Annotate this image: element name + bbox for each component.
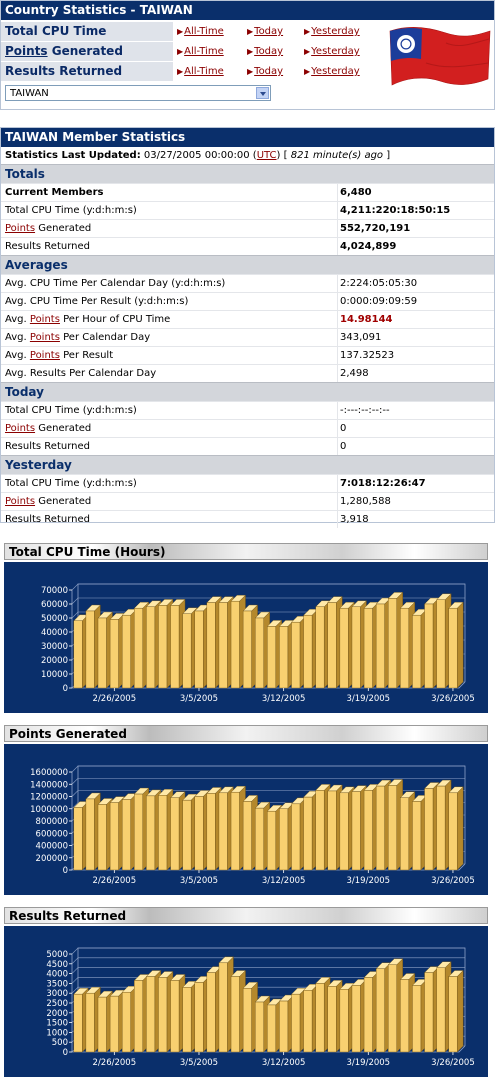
chart-y-tick-label: 2500	[46, 999, 68, 1009]
points-link[interactable]: Points	[5, 44, 48, 58]
row-label: Points Generated	[1, 42, 173, 61]
chart-x-tick-label: 3/26/2005	[431, 876, 475, 886]
chart-gridline	[72, 778, 465, 784]
chart-bar	[207, 793, 215, 870]
stat-label-text: Total CPU Time (y:d:h:m:s)	[5, 205, 137, 216]
link-all-time[interactable]: ▶All-Time	[177, 46, 224, 57]
chart-bar	[279, 626, 287, 688]
chart-svg	[4, 744, 488, 895]
country-row-total-cpu-time	[1, 22, 384, 41]
chart-bar	[158, 795, 166, 870]
chart-plot-area	[4, 562, 488, 713]
points-link[interactable]: Points	[29, 350, 60, 361]
stat-label-text: Avg. Results Per Calendar Day	[5, 368, 157, 379]
chart-bar	[400, 798, 408, 870]
stat-row	[1, 364, 494, 382]
chart-bar-side	[457, 787, 463, 870]
chart-bar	[183, 987, 191, 1052]
stat-value: 137.32523	[337, 347, 490, 364]
chart-y-tick-label: 1600000	[30, 768, 68, 778]
chart-bar	[449, 608, 457, 688]
link-all-time[interactable]: ▶All-Time	[177, 26, 224, 37]
stat-value: 2:224:05:05:30	[337, 275, 490, 292]
points-link[interactable]: Points	[5, 423, 36, 434]
chart-bar	[316, 983, 324, 1052]
stat-label	[5, 202, 137, 219]
row-label: Total CPU Time	[1, 22, 173, 41]
chart-bar	[243, 988, 251, 1052]
chart-gridline	[72, 948, 465, 954]
stat-label-text: Results Returned	[5, 441, 90, 452]
chart-bar	[158, 978, 166, 1052]
chart-gridline	[72, 584, 465, 590]
chart-y-tick-label: 1200000	[30, 792, 68, 803]
chart-bar	[122, 992, 130, 1052]
stat-label-text: Avg.	[5, 350, 30, 361]
stat-value: 2,498	[337, 365, 490, 382]
chart-x-tick-label: 3/26/2005	[431, 694, 475, 704]
country-select[interactable]	[5, 85, 271, 101]
chart-y-tick-label: 600000	[35, 829, 68, 840]
stat-label-text: Per Result	[59, 350, 114, 361]
chevron-down-icon[interactable]	[256, 87, 269, 99]
chart-total-cpu-time	[4, 543, 490, 713]
chart-y-tick-label: 60000	[40, 600, 68, 610]
chart-bar	[412, 801, 420, 870]
stat-label	[5, 329, 150, 346]
chart-bar	[86, 993, 94, 1052]
chart-bar	[86, 611, 94, 688]
link-today[interactable]: ▶Today	[247, 66, 284, 77]
stat-label-text: Avg.	[5, 332, 30, 343]
chart-y-tick-label: 400000	[35, 841, 68, 852]
arrow-right-icon: ▶	[304, 67, 311, 76]
section-header-yesterday: Yesterday	[1, 455, 494, 474]
chart-bar	[437, 968, 445, 1052]
chart-svg	[4, 926, 488, 1077]
stat-row	[1, 346, 494, 364]
chart-y-tick-label: 20000	[40, 656, 68, 666]
chart-bar	[340, 793, 348, 870]
stat-value: 3,918	[337, 511, 490, 528]
chart-bar	[376, 969, 384, 1052]
section-header-today: Today	[1, 382, 494, 401]
chart-bar	[158, 605, 166, 688]
chart-bar	[110, 619, 118, 688]
chart-bar	[110, 996, 118, 1052]
chart-x-tick-label: 3/26/2005	[431, 1058, 475, 1068]
chart-bar	[328, 791, 336, 870]
chart-bar	[267, 1005, 275, 1052]
chart-y-tick-label: 500	[51, 1038, 68, 1049]
chart-gridline	[72, 766, 465, 772]
chart-bar	[171, 605, 179, 688]
chart-bar	[98, 804, 106, 870]
points-link[interactable]: Points	[29, 314, 60, 325]
link-all-time[interactable]: ▶All-Time	[177, 66, 224, 77]
chart-bar	[122, 800, 130, 870]
stat-label	[5, 493, 91, 510]
chart-y-tick-label: 10000	[40, 670, 68, 680]
chart-bar	[292, 622, 300, 688]
chart-bar	[146, 977, 154, 1052]
link-yesterday[interactable]: ▶Yesterday	[304, 66, 360, 77]
stat-value: 4,211:220:18:50:15	[337, 202, 490, 219]
stat-row	[1, 292, 494, 310]
chart-bar	[279, 1001, 287, 1052]
stat-value: 14.98144	[337, 311, 490, 328]
chart-bar	[183, 614, 191, 688]
stat-label-text: Avg. CPU Time Per Calendar Day (y:d:h:m:s)	[5, 278, 226, 289]
link-today[interactable]: ▶Today	[247, 26, 284, 37]
chart-bar	[292, 994, 300, 1052]
member-statistics-panel	[0, 127, 495, 523]
arrow-right-icon: ▶	[177, 27, 184, 36]
chart-bar	[364, 790, 372, 870]
stat-label-text: Avg.	[5, 314, 30, 325]
stat-row	[1, 219, 494, 237]
chart-y-tick-label: 800000	[35, 817, 68, 827]
chart-svg	[4, 562, 488, 713]
chart-bar	[304, 797, 312, 870]
arrow-right-icon: ▶	[304, 47, 311, 56]
chart-bar	[316, 790, 324, 870]
stat-label	[5, 184, 103, 201]
arrow-right-icon: ▶	[177, 67, 184, 76]
chart-bar	[74, 621, 82, 688]
chart-bar	[316, 607, 324, 688]
stat-row	[1, 492, 494, 510]
section-header-averages: Averages	[1, 255, 494, 274]
stat-row	[1, 401, 494, 419]
minutes-ago: 821 minute(s) ago	[290, 150, 384, 161]
stat-row	[1, 328, 494, 346]
stat-row	[1, 510, 494, 528]
chart-bar	[400, 608, 408, 688]
stat-label-text: Generated	[35, 223, 92, 234]
stat-label	[5, 420, 91, 437]
stat-label-text: Current Members	[5, 187, 104, 198]
chart-bar	[388, 598, 396, 688]
stat-label	[5, 347, 113, 364]
chart-y-tick-label: 30000	[40, 642, 68, 652]
stat-label	[5, 365, 156, 382]
country-statistics-panel	[0, 0, 495, 110]
chart-bar	[255, 618, 263, 688]
points-link[interactable]: Points	[29, 332, 60, 343]
chart-y-tick-label: 50000	[40, 614, 68, 624]
chart-x-tick-label: 3/12/2005	[261, 876, 306, 886]
stat-label	[5, 238, 90, 255]
chart-bar	[425, 789, 433, 870]
chart-x-tick-label: 3/12/2005	[261, 694, 306, 704]
country-row-points-generated	[1, 42, 384, 61]
chart-y-tick-label: 5000	[46, 950, 68, 960]
stat-value: 7:018:12:26:47	[337, 475, 490, 492]
chart-bar	[219, 963, 227, 1052]
chart-plot-area	[4, 926, 488, 1077]
chart-bar	[437, 600, 445, 688]
chart-bar	[376, 604, 384, 688]
chart-bar	[74, 808, 82, 870]
chart-x-tick-label: 2/26/2005	[92, 1058, 137, 1068]
stat-label-text: Generated	[35, 496, 92, 507]
chart-bar	[74, 994, 82, 1052]
chart-bar	[412, 985, 420, 1052]
stat-row	[1, 419, 494, 437]
chart-bar	[255, 808, 263, 870]
chart-bar	[207, 603, 215, 688]
chart-x-tick-label: 3/5/2005	[179, 694, 219, 704]
chart-bar	[340, 608, 348, 688]
chart-bar	[231, 601, 239, 688]
stat-row	[1, 183, 494, 201]
stat-row	[1, 437, 494, 455]
chart-x-tick-label: 3/19/2005	[346, 694, 391, 704]
chart-bar	[86, 799, 94, 870]
chart-bar	[207, 973, 215, 1052]
stat-value: 1,280,588	[337, 493, 490, 510]
points-link[interactable]: Points	[5, 496, 36, 507]
member-statistics-title: TAIWAN Member Statistics	[1, 128, 494, 147]
stat-value: 343,091	[337, 329, 490, 346]
link-today[interactable]: ▶Today	[247, 46, 284, 57]
chart-bar	[134, 980, 142, 1052]
chart-x-tick-label: 3/19/2005	[346, 1058, 391, 1068]
chart-bar	[195, 797, 203, 871]
chart-y-tick-label: 70000	[40, 586, 68, 596]
stat-value: -:---:--:--:--	[337, 402, 490, 419]
chart-bar	[352, 985, 360, 1052]
chart-x-tick-label: 2/26/2005	[92, 694, 137, 704]
chart-bar-side	[457, 602, 463, 688]
chart-bar	[449, 793, 457, 870]
chart-bar	[267, 626, 275, 688]
chart-bar	[352, 792, 360, 870]
chart-y-tick-label: 1500	[46, 1018, 68, 1029]
chart-y-tick-label: 1000	[46, 1028, 68, 1039]
chart-y-tick-label: 3000	[46, 989, 68, 1000]
chart-x-tick-label: 3/5/2005	[179, 1058, 219, 1068]
chart-results-returned	[4, 907, 490, 1077]
last-updated-line: Statistics Last Updated: 03/27/2005 00:00:00 (UTC) [ 821 minute(s) ago ]	[5, 150, 391, 161]
chart-bar	[110, 803, 118, 870]
chart-y-tick-label: 0	[62, 1048, 68, 1058]
chart-title: Total CPU Time (Hours)	[4, 543, 488, 560]
stat-row	[1, 237, 494, 255]
chart-bar	[98, 997, 106, 1052]
chart-plot-area	[4, 744, 488, 895]
chart-bar	[195, 611, 203, 688]
chart-y-tick-label: 1000000	[30, 804, 68, 815]
chart-bar	[219, 603, 227, 688]
stat-label	[5, 275, 225, 292]
chart-bar	[364, 978, 372, 1052]
stat-value: 0	[337, 438, 490, 455]
chart-x-tick-label: 3/5/2005	[179, 876, 219, 886]
section-header-totals: Totals	[1, 164, 494, 183]
stat-label	[5, 293, 188, 310]
chart-bar	[243, 801, 251, 870]
chart-y-tick-label: 4500	[46, 959, 68, 970]
chart-bar	[122, 615, 130, 688]
country-statistics-title: Country Statistics - TAIWAN	[1, 1, 494, 20]
chart-bar	[171, 798, 179, 870]
stat-label-text: Results Returned	[5, 514, 90, 525]
chart-bar	[437, 786, 445, 870]
chart-bar-side	[457, 971, 463, 1052]
points-link[interactable]: Points	[5, 223, 36, 234]
stat-value: 6,480	[337, 184, 490, 201]
stat-label	[5, 220, 91, 237]
row-label: Results Returned	[1, 62, 173, 81]
stat-label-text: Total CPU Time (y:d:h:m:s)	[5, 405, 137, 416]
chart-bar	[388, 965, 396, 1052]
chart-x-tick-label: 3/12/2005	[261, 1058, 306, 1068]
link-yesterday[interactable]: ▶Yesterday	[304, 26, 360, 37]
chart-bar	[340, 989, 348, 1052]
stat-value: 4,024,899	[337, 238, 490, 255]
chart-bar	[425, 973, 433, 1052]
arrow-right-icon: ▶	[247, 27, 254, 36]
chart-y-tick-label: 2000	[46, 1008, 68, 1019]
stat-row	[1, 274, 494, 292]
stat-label	[5, 438, 90, 455]
chart-bar	[267, 811, 275, 870]
chart-bar	[146, 607, 154, 688]
chart-bar	[328, 603, 336, 688]
chart-gridline	[72, 958, 465, 964]
chart-title: Points Generated	[4, 725, 488, 742]
chart-points-generated	[4, 725, 490, 895]
arrow-right-icon: ▶	[247, 67, 254, 76]
chart-y-tick-label: 4000	[46, 969, 68, 980]
arrow-right-icon: ▶	[177, 47, 184, 56]
country-row-results-returned	[1, 62, 384, 81]
chart-bar	[279, 809, 287, 870]
stat-value: 552,720,191	[337, 220, 490, 237]
chart-bar	[412, 615, 420, 688]
stat-label-text: Total CPU Time (y:d:h:m:s)	[5, 478, 137, 489]
chart-y-tick-label: 0	[62, 866, 68, 876]
chart-title: Results Returned	[4, 907, 488, 924]
chart-bar	[352, 607, 360, 688]
chart-bar	[171, 980, 179, 1052]
chart-x-tick-label: 2/26/2005	[92, 876, 137, 886]
chart-bar	[255, 1002, 263, 1052]
chart-bar	[364, 608, 372, 688]
chart-y-tick-label: 0	[62, 684, 68, 694]
last-updated-value: 03/27/2005 00:00:00	[143, 150, 250, 161]
chart-bar	[328, 986, 336, 1052]
stat-label	[5, 402, 137, 419]
chart-bar	[231, 792, 239, 870]
stat-label-text: Avg. CPU Time Per Result (y:d:h:m:s)	[5, 296, 189, 307]
chart-y-tick-label: 1400000	[30, 780, 68, 791]
stat-label-text: Generated	[35, 423, 92, 434]
chart-bar	[376, 786, 384, 870]
chart-bar	[183, 800, 191, 870]
country-select-value: TAIWAN	[10, 88, 49, 99]
arrow-right-icon: ▶	[304, 27, 311, 36]
link-yesterday[interactable]: ▶Yesterday	[304, 46, 360, 57]
stat-value: 0	[337, 420, 490, 437]
chart-bar	[243, 611, 251, 688]
chart-bar	[98, 618, 106, 688]
chart-y-tick-label: 3500	[46, 979, 68, 990]
stat-label-text: Per Calendar Day	[59, 332, 151, 343]
chart-bar	[134, 794, 142, 870]
chart-bar	[219, 793, 227, 870]
stat-label-text: Per Hour of CPU Time	[59, 314, 171, 325]
chart-bar	[304, 615, 312, 688]
chart-bar	[425, 604, 433, 688]
chart-y-tick-label: 200000	[35, 853, 68, 864]
chart-y-tick-label: 40000	[40, 628, 68, 638]
stat-label	[5, 475, 137, 492]
chart-bar	[134, 608, 142, 688]
stat-label	[5, 311, 170, 328]
chart-bar	[292, 804, 300, 870]
chart-x-tick-label: 3/19/2005	[346, 876, 391, 886]
chart-bar	[400, 979, 408, 1052]
chart-bar	[388, 785, 396, 870]
chart-gridline	[72, 968, 465, 974]
stat-label-text: Results Returned	[5, 241, 90, 252]
stat-row	[1, 310, 494, 328]
taiwan-flag-icon	[386, 23, 492, 89]
utc-link[interactable]: UTC	[256, 150, 277, 161]
chart-bar	[449, 977, 457, 1052]
member-statistics-sections	[1, 164, 494, 528]
stat-label	[5, 511, 90, 528]
chart-bar	[195, 982, 203, 1052]
stat-value: 0:000:09:09:59	[337, 293, 490, 310]
chart-bar	[304, 990, 312, 1052]
chart-bar	[146, 796, 154, 870]
stat-row	[1, 474, 494, 492]
stat-row	[1, 201, 494, 219]
chart-bar	[231, 977, 239, 1052]
arrow-right-icon: ▶	[247, 47, 254, 56]
